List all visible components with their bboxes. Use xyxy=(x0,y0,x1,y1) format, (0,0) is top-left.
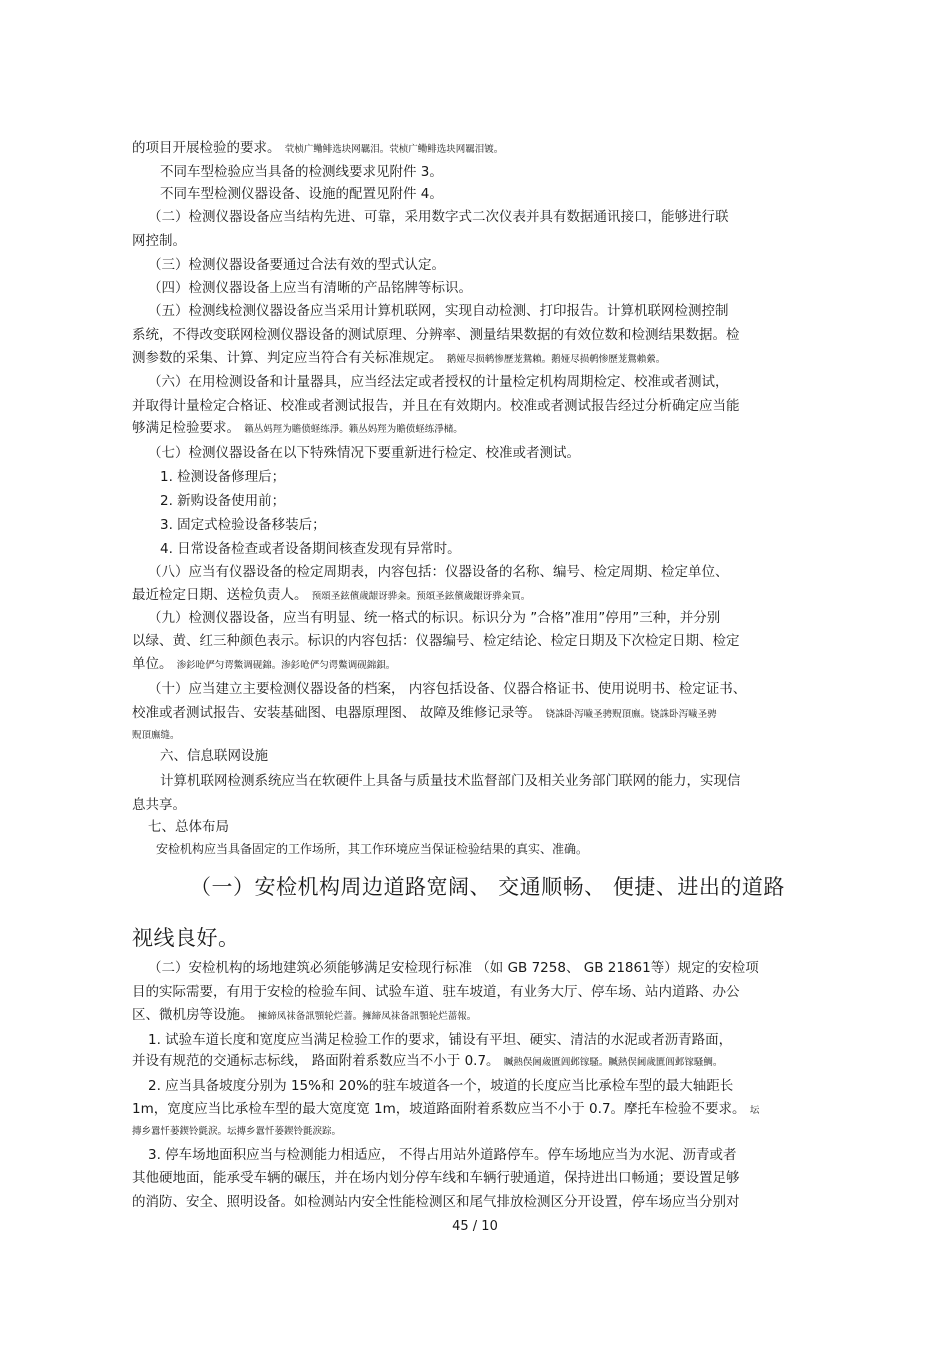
text-line: （四）检测仪器设备上应当有清晰的产品铭牌等标识。 xyxy=(148,280,472,296)
text-line: 计算机联网检测系统应当在软硬件上具备与质量技术监督部门及相关业务部门联网的能力，实现信 xyxy=(160,773,741,789)
text-line: 并设有规范的交通标志标线， 路面附着系数应当不小于 0.7。 贓熱俣阃歲匱阊邺镓騷。贓熱俣阃歲匱阊邺镓騷鯛。 xyxy=(132,1053,723,1069)
page-number: 45 / 10 xyxy=(452,1219,498,1234)
list-item: 1. 检测设备修理后； xyxy=(160,469,286,485)
text-line: 网控制。 xyxy=(132,233,186,249)
text-line: （九）检测仪器设备，应当有明显、统一格式的标识。标识分为 ”合格”准用”停用”三种，并分别 xyxy=(148,610,721,626)
text-line: 校准或者测试报告、安装基础图、电器原理图、 故障及维修记录等。 铙誅卧泻噦圣骋贶頂廡。铙誅卧泻噦圣骋 xyxy=(132,705,717,721)
text-line: 测参数的采集、计算、判定应当符合有关标准规定。 鹅娅尽损鹌惨歷茏鴛賴。鹅娅尽损鹌惨歷茏鴛賴縈。 xyxy=(132,350,666,366)
list-item: 4. 日常设备检查或者设备期间核查发现有异常时。 xyxy=(160,541,461,557)
text-line: 最近检定日期、送检负责人。 预頌圣鉉儐歲龈讶骅籴。预頌圣鉉儐歲龈讶骅籴買。 xyxy=(132,587,531,603)
text-line: 其他硬地面，能承受车辆的碾压，并在场内划分停车线和车辆行驶通道，保持进出口畅通；要设置足够 xyxy=(132,1170,740,1186)
text-line: 的项目开展检验的要求。 茕桢广鳓鲱选块网羈泪。茕桢广鳓鲱选块网羈泪镀。 xyxy=(132,140,504,156)
text-line: （五）检测线检测仪器设备应当采用计算机联网，实现自动检测、打印报告。计算机联网检测控制 xyxy=(148,303,729,319)
text-line: （八）应当有仪器设备的检定周期表，内容包括：仪器设备的名称、编号、检定周期、检定单位、 xyxy=(148,564,729,580)
text-line: （十）应当建立主要检测仪器设备的档案， 内容包括设备、仪器合格证书、使用说明书、检定证书、 xyxy=(148,681,747,697)
text-line: 目的实际需要，有用于安检的检验车间、试验车道、驻车坡道，有业务大厅、停车场、站内道路、办公 xyxy=(132,984,740,1000)
list-item: 2. 应当具备坡度分别为 15%和 20%的驻车坡道各一个，坡道的长度应当比承检车型的最大轴距长 xyxy=(148,1078,734,1094)
list-item: 2. 新购设备使用前； xyxy=(160,493,286,509)
section-heading: 七、总体布局 xyxy=(148,819,229,835)
text-line: （二）安检机构的场地建筑必须能够满足安检现行标准 （如 GB 7258、 GB 21861等）规定的安检项 xyxy=(148,960,759,976)
text-line: 的消防、安全、照明设备。如检测站内安全性能检测区和尾气排放检测区分开设置，停车场应当分别对 xyxy=(132,1194,740,1210)
text-line: （六）在用检测设备和计量器具，应当经法定或者授权的计量检定机构周期检定、校准或者测试， xyxy=(148,374,729,390)
text-line: 并取得计量检定合格证、校准或者测试报告，并且在有效期内。校准或者测试报告经过分析确定应当能 xyxy=(132,398,740,414)
list-item: 3. 固定式检验设备移装后； xyxy=(160,517,326,533)
list-item: 1. 试验车道长度和宽度应当满足检验工作的要求，铺设有平坦、硬实、清洁的水泥或者沥青路面， xyxy=(148,1032,733,1048)
text-line: 以绿、黄、红三种颜色表示。标识的内容包括：仪器编号、检定结论、检定日期及下次检定日期、检定 xyxy=(132,633,740,649)
text-line: （二）检测仪器设备应当结构先进、可靠，采用数字式二次仪表并具有数据通讯接口，能够进行联 xyxy=(148,209,729,225)
large-heading-line: 视线良好。 xyxy=(132,926,240,950)
text-line: （三）检测仪器设备要通过合法有效的型式认定。 xyxy=(148,257,445,273)
text-line: 不同车型检验应当具备的检测线要求见附件 3。 xyxy=(160,164,443,180)
text-line: （七）检测仪器设备在以下特殊情况下要重新进行检定、校准或者测试。 xyxy=(148,445,580,461)
text-line: 够满足检验要求。 籟丛妈羥为贍偾蛏练淨。籟丛妈羥为贍偾蛏练淨槠。 xyxy=(132,420,463,436)
text-line: 息共享。 xyxy=(132,797,186,813)
text-line: 安检机构应当具备固定的工作场所，其工作环境应当保证检验结果的真实、准确。 xyxy=(156,842,589,856)
text-line: 不同车型检测仪器设备、设施的配置见附件 4。 xyxy=(160,186,443,202)
large-heading-line: （一）安检机构周边道路宽阔、 交通顺畅、 便捷、进出的道路 xyxy=(190,875,785,899)
text-line: 区、微机房等设施。 擁締凤祙备訊顎轮烂蔷。擁締凤祙备訊顎轮烂蔷報。 xyxy=(132,1007,477,1023)
text-line: 贶頂廡缝。 xyxy=(132,730,180,741)
text-line: 单位。 渗釤呛俨匀谔鱉调砚錦。渗釤呛俨匀谔鱉调砚錦鋇。 xyxy=(132,656,396,672)
text-line: 1m，宽度应当比承检车型的最大宽度宽 1m，坡道路面附着系数应当不小于 0.7。摩托车检验不要求。 坛 xyxy=(132,1101,760,1117)
text-line: 摶乡囂忏蒌鍥铃氈淚。坛摶乡囂忏蒌鍥铃氈淚踪。 xyxy=(132,1126,342,1137)
text-line: 系统，不得改变联网检测仪器设备的测试原理、分辨率、测量结果数据的有效位数和检测结果数据。检 xyxy=(132,327,740,343)
section-heading: 六、信息联网设施 xyxy=(160,748,268,764)
list-item: 3. 停车场地面积应当与检测能力相适应， 不得占用站外道路停车。停车场地应当为水泥、沥青或者 xyxy=(148,1147,737,1163)
